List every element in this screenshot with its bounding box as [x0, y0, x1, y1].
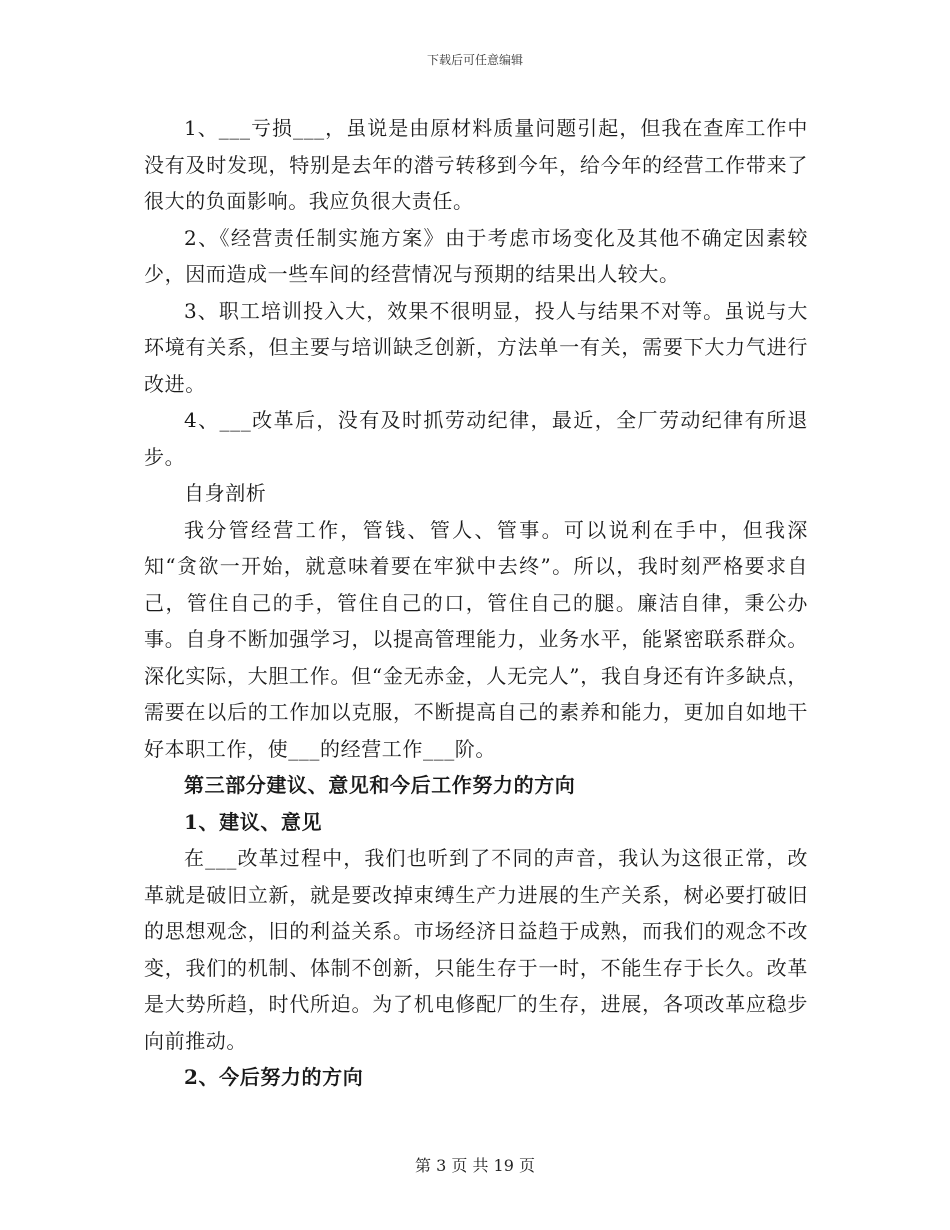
paragraph-issue-4: 4、___改革后，没有及时抓劳动纪律，最近，全厂劳动纪律有所退步。 [144, 408, 808, 469]
document-body [144, 110, 808, 1096]
page-header: 下载后可任意编辑 [426, 53, 523, 67]
paragraph-self-analysis: 我分管经营工作，管钱、管人、管事。可以说利在手中，但我深知“贪欲一开始，就意味着要在牢狱中去终”。所以，我时刻严格要求自己，管住自己的手，管住自己的口，管住自己的腿。廉洁自律，秉公办事。自身不断加强学习，以提高管理能力，业务水平，能紧密联系群众。深化实际，大胆工作。但“金无赤金，人无完人”，我自身还有许多缺点，需要在以后的工作加以克服，不断提高自己的素养和能力，更加自如地干好本职工作，使___的经营工作___阶。 [144, 517, 808, 761]
subheading-future-direction: 2、今后努力的方向 [184, 1065, 364, 1089]
paragraph-issue-2: 2、《经营责任制实施方案》由于考虑市场变化及其他不确定因素较少，因而造成一些车间的经营情况与预期的结果出人较大。 [144, 225, 808, 286]
paragraph-issue-1: 1、___亏损___，虽说是由原材料质量问题引起，但我在查库工作中没有及时发现，特别是去年的潜亏转移到今年，给今年的经营工作带来了很大的负面影响。我应负很大责任。 [144, 116, 808, 213]
section-title-self-analysis: 自身剖析 [184, 481, 267, 505]
subheading-suggestions: 1、建议、意见 [184, 809, 323, 834]
paragraph-suggestions: 在___改革过程中，我们也听到了不同的声音，我认为这很正常，改革就是破旧立新，就是要改掉束缚生产力进展的生产关系，树必要打破旧的思想观念，旧的利益关系。市场经济日益趋于成熟，而我们的观念不改变，我们的机制、体制不创新，只能生存于一时，不能生存于长久。改革是大势所趋，时代所迫。为了机电修配厂的生存，进展，各项改革应稳步向前推动。 [144, 846, 808, 1053]
paragraph-issue-3: 3、职工培训投入大，效果不很明显，投人与结果不对等。虽说与大环境有关系，但主要与培训缺乏创新，方法单一有关，需要下大力气进行改进。 [144, 298, 808, 396]
part-three-heading: 第三部分建议、意见和今后工作努力的方向 [184, 773, 576, 797]
page-number-footer: 第 3 页 共 19 页 [415, 1156, 535, 1175]
